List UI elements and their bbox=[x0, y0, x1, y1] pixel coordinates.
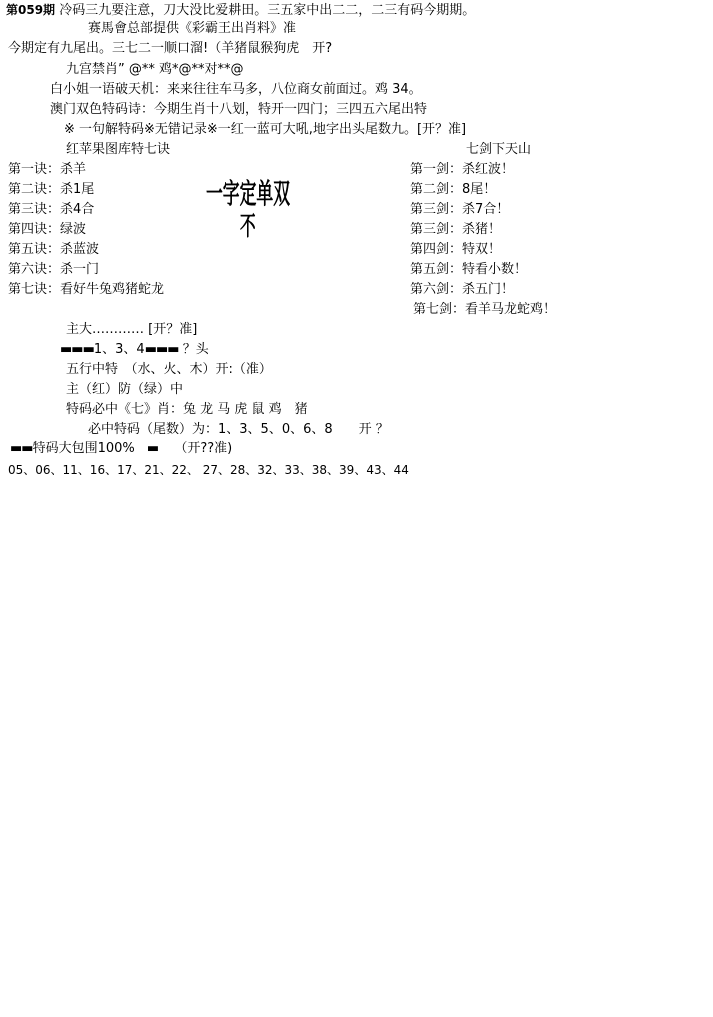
right-sword-item: 第五剑：特看小数！ bbox=[410, 262, 528, 277]
right-sword-item: 第四剑：特双！ bbox=[410, 242, 502, 257]
right-block-title: 七剑下天山 bbox=[466, 142, 532, 157]
header-row-1 bbox=[6, 2, 475, 19]
tail-number-line: 必中特码（尾数）为：1、3、5、0、6、8 开 ？ bbox=[88, 422, 389, 437]
left-tip-item: 第二诀：杀1尾 bbox=[8, 182, 95, 197]
handwritten-line-2: 不 bbox=[240, 212, 256, 242]
coverage-title: 特码大包围100% bbox=[32, 441, 135, 456]
bar-decoration: ▬▬ bbox=[10, 441, 33, 456]
seven-zodiac-line: 特码必中《七》肖：兔 龙 马 虎 鼠 鸡 猪 bbox=[66, 402, 308, 417]
poem-line-7: ※ 一句解特码※无错记录※一红一蓝可大吼,地字出头尾数九。[开？准] bbox=[64, 122, 467, 137]
poem-line-2: 赛馬會总部提供《彩霸王出肖料》准 bbox=[88, 21, 297, 36]
left-tip-item: 第五诀：杀蓝波 bbox=[8, 242, 100, 257]
red-green-line: 主（红）防（绿）中 bbox=[66, 382, 184, 397]
poem-line-3: 今期定有九尾出。三七二一顺口溜!（羊猪鼠猴狗虎 开? bbox=[8, 41, 333, 56]
bar-decoration: ▬ bbox=[146, 441, 159, 456]
bar-decoration: ▬▬▬ bbox=[144, 342, 179, 357]
left-tip-item: 第六诀：杀一门 bbox=[8, 262, 100, 277]
zhu-da-line: 主大………… [开？准] bbox=[66, 322, 198, 337]
left-block-title: 红苹果图库特七诀 bbox=[66, 142, 171, 157]
left-tip-item: 第三诀：杀4合 bbox=[8, 202, 95, 217]
right-sword-item: 第六剑：杀五门！ bbox=[410, 282, 515, 297]
right-sword-item: 第二剑：8尾！ bbox=[410, 182, 497, 197]
tou-numbers: 1、3、4 bbox=[93, 342, 145, 357]
right-sword-item: 第一剑：杀红波！ bbox=[410, 162, 515, 177]
left-tip-item: 第四诀：绿波 bbox=[8, 222, 87, 237]
coverage-tail: （开??准) bbox=[174, 441, 233, 456]
big-coverage-line bbox=[10, 441, 232, 457]
issue-number: 第059期 bbox=[6, 3, 56, 17]
right-sword-item: 第三剑：杀7合！ bbox=[410, 202, 510, 217]
poem-line-6: 澳门双色特码诗：今期生肖十八划，特开一四门；三四五六尾出特 bbox=[50, 102, 428, 117]
wuxing-line: 五行中特 （水、火、木）开:（准） bbox=[66, 362, 272, 377]
poem-line-1: 冷码三九要注意，刀大没比爱耕田。三五家中出二二，二三有码今期期。 bbox=[59, 3, 476, 18]
poem-line-5: 白小姐一语破天机：来来往往车马多，八位商女前面过。鸡 34。 bbox=[50, 82, 422, 97]
right-sword-item: 第七剑：看羊马龙蛇鸡！ bbox=[413, 302, 557, 317]
tou-suffix: ？头 bbox=[182, 342, 209, 357]
handwritten-line-1: 一字定单双 bbox=[206, 177, 291, 210]
left-tip-item: 第一诀：杀羊 bbox=[8, 162, 87, 177]
poem-line-4: 九宫禁肖” @** 鸡*@**对**@ bbox=[66, 62, 244, 77]
left-tip-item: 第七诀：看好牛兔鸡猪蛇龙 bbox=[8, 282, 165, 297]
bar-decoration: ▬▬▬ bbox=[60, 342, 94, 357]
number-list: 05、06、11、16、17、21、22、 27、28、32、33、38、39、43、44 bbox=[8, 463, 409, 477]
right-sword-item: 第三剑：杀猪！ bbox=[410, 222, 502, 237]
tou-line bbox=[60, 342, 209, 358]
